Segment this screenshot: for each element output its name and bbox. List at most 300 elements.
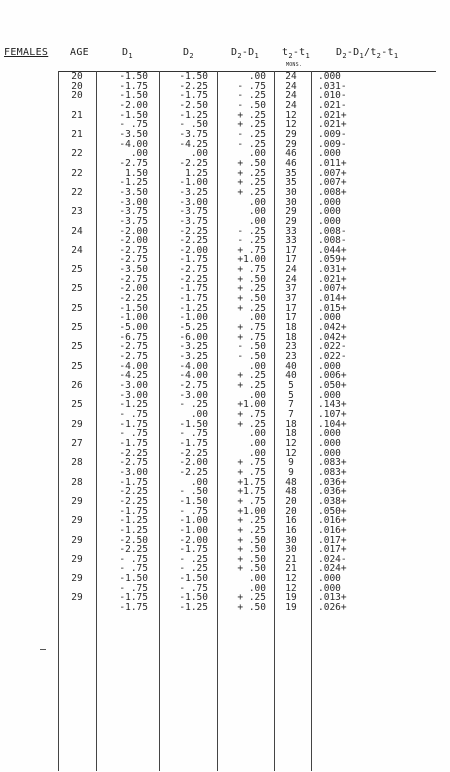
ratio-cell: .008-: [318, 225, 347, 237]
age-cell: 21: [71, 128, 83, 140]
d2-cell: -1.50: [179, 71, 208, 82]
d2-minus-d1-cell: + .25: [237, 592, 266, 604]
ratio-cell: .022-: [318, 341, 347, 353]
age-cell: 28: [71, 476, 83, 488]
table-row: [0, 429, 450, 439]
d1-cell: -3.00: [119, 380, 148, 391]
months-cell: 48: [285, 486, 297, 498]
d1-cell: -3.50: [119, 264, 148, 276]
ratio-cell: .031-: [318, 80, 347, 92]
table-row: [0, 458, 450, 468]
ratio-cell: .021+: [318, 119, 347, 131]
d2-cell: - .25: [179, 563, 208, 575]
d1-cell: -1.75: [119, 418, 148, 430]
d1-cell: -3.75: [119, 206, 148, 218]
d2-cell: -2.25: [179, 273, 208, 285]
table-row: [0, 120, 450, 130]
header-ratio: [336, 47, 398, 60]
d2-cell: -4.00: [179, 370, 208, 382]
months-cell: 37: [285, 283, 297, 295]
d1-cell: - .75: [119, 119, 148, 131]
table-row: [0, 130, 450, 140]
age-cell: 25: [71, 264, 83, 276]
table-row: [0, 593, 450, 603]
d2-cell: -2.25: [179, 235, 208, 247]
d2-cell: -2.25: [179, 80, 208, 92]
ratio-cell: .000: [318, 196, 341, 208]
table-row: [0, 72, 450, 82]
d1-cell: -2.00: [119, 235, 148, 247]
d2-minus-d1-cell: + .25: [237, 302, 266, 314]
months-cell: 5: [288, 389, 294, 401]
d2-minus-d1-cell: .00: [248, 148, 266, 160]
ratio-cell: .021+: [318, 109, 347, 121]
d2-minus-d1-cell: + .50: [237, 563, 266, 575]
table-row: [0, 313, 450, 323]
d1-cell: - .75: [119, 563, 148, 575]
table-row: [0, 439, 450, 449]
months-cell: 19: [285, 602, 297, 614]
age-cell: 27: [71, 437, 83, 449]
d2-cell: -1.50: [179, 495, 208, 507]
ratio-cell: .006+: [318, 370, 347, 382]
ratio-cell: .050+: [318, 505, 347, 517]
d2-cell: -2.50: [179, 99, 208, 111]
months-cell: 18: [285, 428, 297, 440]
table-row: [0, 564, 450, 574]
header-t-sub-a: 2: [288, 52, 293, 60]
ratio-cell: .000: [318, 360, 341, 372]
d1-cell: -2.75: [119, 157, 148, 169]
d2-cell: -1.75: [179, 90, 208, 102]
d2-minus-d1-cell: + .25: [237, 418, 266, 430]
d2-minus-d1-cell: .00: [248, 428, 266, 440]
months-cell: 24: [285, 99, 297, 111]
months-cell: 30: [285, 186, 297, 198]
months-cell: 33: [285, 225, 297, 237]
months-cell: 29: [285, 206, 297, 218]
d2-cell: - .75: [179, 428, 208, 440]
months-cell: 17: [285, 302, 297, 314]
d1-cell: -1.75: [119, 592, 148, 604]
d2-minus-d1-cell: .00: [248, 196, 266, 208]
table-row: [0, 487, 450, 497]
d2-cell: -2.00: [179, 534, 208, 546]
ratio-cell: .000: [318, 573, 341, 585]
d2-minus-d1-cell: +1.00: [237, 505, 266, 517]
d2-minus-d1-cell: + .75: [237, 495, 266, 507]
d1-cell: -1.75: [119, 476, 148, 488]
header-d21-sub-a: 2: [237, 52, 242, 60]
d2-minus-d1-cell: + .50: [237, 553, 266, 565]
ratio-cell: .015+: [318, 302, 347, 314]
age-cell: 25: [71, 399, 83, 411]
months-cell: 23: [285, 341, 297, 353]
d1-cell: - .75: [119, 553, 148, 565]
table-row: [0, 526, 450, 536]
age-cell: 24: [71, 244, 83, 256]
d1-cell: -2.75: [119, 273, 148, 285]
table-row: [0, 265, 450, 275]
d2-cell: -2.25: [179, 447, 208, 459]
ratio-cell: .107+: [318, 408, 347, 420]
age-cell: 29: [71, 534, 83, 546]
d1-cell: -2.75: [119, 341, 148, 353]
table-row: [0, 159, 450, 169]
d1-cell: -1.25: [119, 524, 148, 536]
months-cell: 12: [285, 573, 297, 585]
d2-minus-d1-cell: .00: [248, 206, 266, 218]
months-cell: 24: [285, 264, 297, 276]
age-cell: 29: [71, 495, 83, 507]
d2-minus-d1-cell: - .25: [237, 128, 266, 140]
d2-cell: - .75: [179, 505, 208, 517]
table-row: [0, 198, 450, 208]
months-cell: 29: [285, 215, 297, 227]
months-cell: 21: [285, 563, 297, 575]
age-cell: 25: [71, 302, 83, 314]
months-cell: 30: [285, 196, 297, 208]
table-row: [0, 371, 450, 381]
d1-cell: - .75: [119, 428, 148, 440]
months-cell: 40: [285, 370, 297, 382]
months-cell: 18: [285, 322, 297, 334]
header-ratio-a: D: [336, 47, 343, 58]
d2-cell: -1.75: [179, 544, 208, 556]
table-row: [0, 449, 450, 459]
months-cell: 29: [285, 128, 297, 140]
d1-cell: -2.00: [119, 283, 148, 295]
age-cell: 25: [71, 341, 83, 353]
table-row: [0, 352, 450, 362]
ratio-cell: .022-: [318, 351, 347, 363]
table-row: [0, 497, 450, 507]
d2-cell: -6.00: [179, 331, 208, 343]
d2-minus-d1-cell: + .25: [237, 109, 266, 121]
d1-cell: - .75: [119, 408, 148, 420]
header-d21-a: D: [231, 47, 238, 58]
ratio-cell: .007+: [318, 167, 347, 179]
months-cell: 12: [285, 437, 297, 449]
months-cell: 17: [285, 312, 297, 324]
table-row: [0, 362, 450, 372]
d2-cell: -1.00: [179, 312, 208, 324]
d2-minus-d1-cell: .00: [248, 360, 266, 372]
d2-minus-d1-cell: + .25: [237, 524, 266, 536]
months-cell: 9: [288, 457, 294, 469]
d2-cell: -1.75: [179, 437, 208, 449]
table-row: [0, 294, 450, 304]
age-cell: 29: [71, 573, 83, 585]
d2-minus-d1-cell: .00: [248, 312, 266, 324]
d1-cell: -1.00: [119, 312, 148, 324]
d2-minus-d1-cell: +1.00: [237, 254, 266, 266]
d2-cell: -2.00: [179, 244, 208, 256]
d1-cell: -3.00: [119, 466, 148, 478]
d2-cell: -3.75: [179, 128, 208, 140]
d2-cell: -1.50: [179, 592, 208, 604]
d1-cell: -1.75: [119, 437, 148, 449]
months-cell: 16: [285, 515, 297, 527]
d2-minus-d1-cell: + .75: [237, 244, 266, 256]
months-cell: 30: [285, 544, 297, 556]
header-age: AGE: [70, 47, 89, 58]
months-cell: 21: [285, 553, 297, 565]
header-mons: MONS.: [286, 62, 303, 68]
ratio-cell: .104+: [318, 418, 347, 430]
ratio-cell: .000: [318, 215, 341, 227]
table-row: [0, 140, 450, 150]
header-d2-minus-d1: [231, 47, 259, 60]
months-cell: 16: [285, 524, 297, 536]
months-cell: 20: [285, 495, 297, 507]
ratio-cell: .008+: [318, 186, 347, 198]
d1-cell: -2.50: [119, 534, 148, 546]
ratio-cell: .017+: [318, 534, 347, 546]
ratio-cell: .016+: [318, 515, 347, 527]
header-t-a: t: [282, 47, 289, 58]
age-cell: 25: [71, 322, 83, 334]
months-cell: 12: [285, 119, 297, 131]
table-row: [0, 584, 450, 594]
ratio-cell: .038+: [318, 495, 347, 507]
d1-cell: -3.75: [119, 215, 148, 227]
d2-minus-d1-cell: - .75: [237, 80, 266, 92]
header-t-mid: -t: [292, 47, 306, 58]
d2-minus-d1-cell: + .50: [237, 273, 266, 285]
months-cell: 7: [288, 408, 294, 420]
d2-minus-d1-cell: + .75: [237, 322, 266, 334]
table-row: [0, 149, 450, 159]
ratio-cell: .000: [318, 389, 341, 401]
header-d2-sub: 2: [189, 52, 194, 60]
months-cell: 5: [288, 380, 294, 391]
ratio-cell: .024-: [318, 553, 347, 565]
header-d2: [183, 47, 194, 60]
months-cell: 24: [285, 80, 297, 92]
d2-minus-d1-cell: - .25: [237, 235, 266, 247]
ratio-cell: .031+: [318, 264, 347, 276]
ratio-cell: .011+: [318, 157, 347, 169]
d2-cell: - .50: [179, 486, 208, 498]
months-cell: 40: [285, 360, 297, 372]
table-row: [0, 178, 450, 188]
d1-cell: - .75: [119, 582, 148, 594]
age-cell: 20: [71, 80, 83, 92]
ratio-cell: .059+: [318, 254, 347, 266]
d2-minus-d1-cell: + .50: [237, 602, 266, 614]
header-d1: [122, 47, 133, 60]
d2-cell: - .25: [179, 553, 208, 565]
d2-minus-d1-cell: + .75: [237, 264, 266, 276]
d2-minus-d1-cell: + .25: [237, 119, 266, 131]
ratio-cell: .009-: [318, 138, 347, 150]
d2-minus-d1-cell: + .25: [237, 186, 266, 198]
d2-minus-d1-cell: - .50: [237, 99, 266, 111]
d1-cell: -3.00: [119, 389, 148, 401]
header-ratio-sub-a: 2: [342, 52, 347, 60]
table-row: [0, 323, 450, 333]
ratio-cell: .083+: [318, 466, 347, 478]
ratio-cell: .036+: [318, 476, 347, 488]
d2-cell: -1.75: [179, 283, 208, 295]
table-row: [0, 284, 450, 294]
ratio-cell: .016+: [318, 524, 347, 536]
d2-cell: -1.75: [179, 254, 208, 266]
months-cell: 48: [285, 476, 297, 488]
header-d21-mid: -D: [241, 47, 255, 58]
header-d21-sub-b: 1: [254, 52, 260, 60]
table-row: [0, 333, 450, 343]
d2-cell: - .25: [179, 399, 208, 411]
ratio-cell: .050+: [318, 380, 347, 391]
age-cell: 23: [71, 206, 83, 218]
d2-cell: -1.50: [179, 573, 208, 585]
header-ratio-b: -D: [346, 47, 360, 58]
d2-minus-d1-cell: + .75: [237, 457, 266, 469]
table-row: [0, 574, 450, 584]
ratio-cell: .009-: [318, 128, 347, 140]
d1-cell: -1.25: [119, 177, 148, 189]
d2-minus-d1-cell: +1.00: [237, 399, 266, 411]
ratio-cell: .024+: [318, 563, 347, 575]
d2-minus-d1-cell: + .25: [237, 177, 266, 189]
d1-cell: -2.75: [119, 351, 148, 363]
ratio-cell: .000: [318, 206, 341, 218]
d2-minus-d1-cell: + .50: [237, 544, 266, 556]
d1-cell: -1.75: [119, 505, 148, 517]
d2-cell: -1.00: [179, 524, 208, 536]
months-cell: 23: [285, 351, 297, 363]
header-ratio-d: -t: [381, 47, 394, 58]
table-row: [0, 82, 450, 92]
d2-cell: -1.25: [179, 109, 208, 121]
ratio-cell: .042+: [318, 331, 347, 343]
d1-cell: -2.25: [119, 495, 148, 507]
d1-cell: -1.50: [119, 302, 148, 314]
months-cell: 18: [285, 331, 297, 343]
ratio-cell: .026+: [318, 602, 347, 614]
table-row: [0, 516, 450, 526]
d1-cell: -3.50: [119, 186, 148, 198]
d2-minus-d1-cell: - .50: [237, 351, 266, 363]
ratio-cell: .021-: [318, 99, 347, 111]
d2-minus-d1-cell: - .25: [237, 138, 266, 150]
d2-cell: -3.75: [179, 215, 208, 227]
d2-minus-d1-cell: .00: [248, 447, 266, 459]
d2-cell: -3.75: [179, 206, 208, 218]
months-cell: 37: [285, 293, 297, 305]
age-cell: 25: [71, 360, 83, 372]
d2-minus-d1-cell: + .25: [237, 283, 266, 295]
ratio-cell: .010-: [318, 90, 347, 102]
header-t-sub-b: 1: [305, 52, 311, 60]
table-row: [0, 275, 450, 285]
d2-cell: -2.25: [179, 225, 208, 237]
d1-cell: -3.50: [119, 128, 148, 140]
d1-cell: -1.50: [119, 90, 148, 102]
d1-cell: -1.75: [119, 602, 148, 614]
header-ratio-c: /t: [364, 47, 377, 58]
months-cell: 33: [285, 235, 297, 247]
table-row: [0, 410, 450, 420]
d2-cell: -1.00: [179, 177, 208, 189]
d2-minus-d1-cell: - .50: [237, 341, 266, 353]
d2-minus-d1-cell: + .50: [237, 293, 266, 305]
d2-minus-d1-cell: + .25: [237, 370, 266, 382]
table-row: [0, 391, 450, 401]
age-cell: 25: [71, 283, 83, 295]
age-cell: 28: [71, 457, 83, 469]
d1-cell: -2.75: [119, 457, 148, 469]
margin-tick-mark: [40, 649, 46, 650]
d1-cell: -4.00: [119, 360, 148, 372]
months-cell: 29: [285, 138, 297, 150]
months-cell: 30: [285, 534, 297, 546]
header-t-diff: [282, 47, 310, 60]
age-cell: 21: [71, 109, 83, 121]
months-cell: 20: [285, 505, 297, 517]
d2-minus-d1-cell: .00: [248, 389, 266, 401]
ratio-cell: .007+: [318, 283, 347, 295]
data-table-body: [0, 72, 450, 613]
ratio-cell: .042+: [318, 322, 347, 334]
age-cell: 22: [71, 167, 83, 179]
ratio-cell: .000: [318, 437, 341, 449]
d2-cell: -3.25: [179, 186, 208, 198]
age-cell: 29: [71, 592, 83, 604]
d1-cell: -1.50: [119, 71, 148, 82]
d2-cell: -3.00: [179, 389, 208, 401]
table-row: [0, 342, 450, 352]
d2-cell: -2.75: [179, 380, 208, 391]
table-row: [0, 468, 450, 478]
table-row: [0, 536, 450, 546]
ratio-cell: .014+: [318, 293, 347, 305]
header-ratio-sub-c: 2: [376, 52, 382, 60]
d2-minus-d1-cell: + .75: [237, 331, 266, 343]
header-d1-sub: 1: [128, 52, 133, 60]
table-row: [0, 236, 450, 246]
d2-cell: -1.25: [179, 302, 208, 314]
header-d1-letter: D: [122, 47, 129, 58]
months-cell: 35: [285, 167, 297, 179]
age-cell: 29: [71, 515, 83, 527]
table-row: [0, 381, 450, 391]
d2-cell: -1.00: [179, 515, 208, 527]
months-cell: 46: [285, 157, 297, 169]
d2-minus-d1-cell: .00: [248, 437, 266, 449]
ratio-cell: .017+: [318, 544, 347, 556]
d2-minus-d1-cell: + .25: [237, 167, 266, 179]
d2-cell: -3.25: [179, 351, 208, 363]
table-row: [0, 207, 450, 217]
ratio-cell: .000: [318, 148, 341, 160]
d2-cell: -2.25: [179, 466, 208, 478]
ratio-cell: .000: [318, 582, 341, 594]
d1-cell: -3.00: [119, 196, 148, 208]
ratio-cell: .000: [318, 71, 341, 82]
d1-cell: -1.50: [119, 573, 148, 585]
months-cell: 35: [285, 177, 297, 189]
table-row: [0, 91, 450, 101]
d1-cell: -2.00: [119, 225, 148, 237]
age-cell: 20: [71, 90, 83, 102]
ratio-cell: .143+: [318, 399, 347, 411]
d1-cell: -2.25: [119, 447, 148, 459]
d1-cell: -6.75: [119, 331, 148, 343]
months-cell: 12: [285, 582, 297, 594]
